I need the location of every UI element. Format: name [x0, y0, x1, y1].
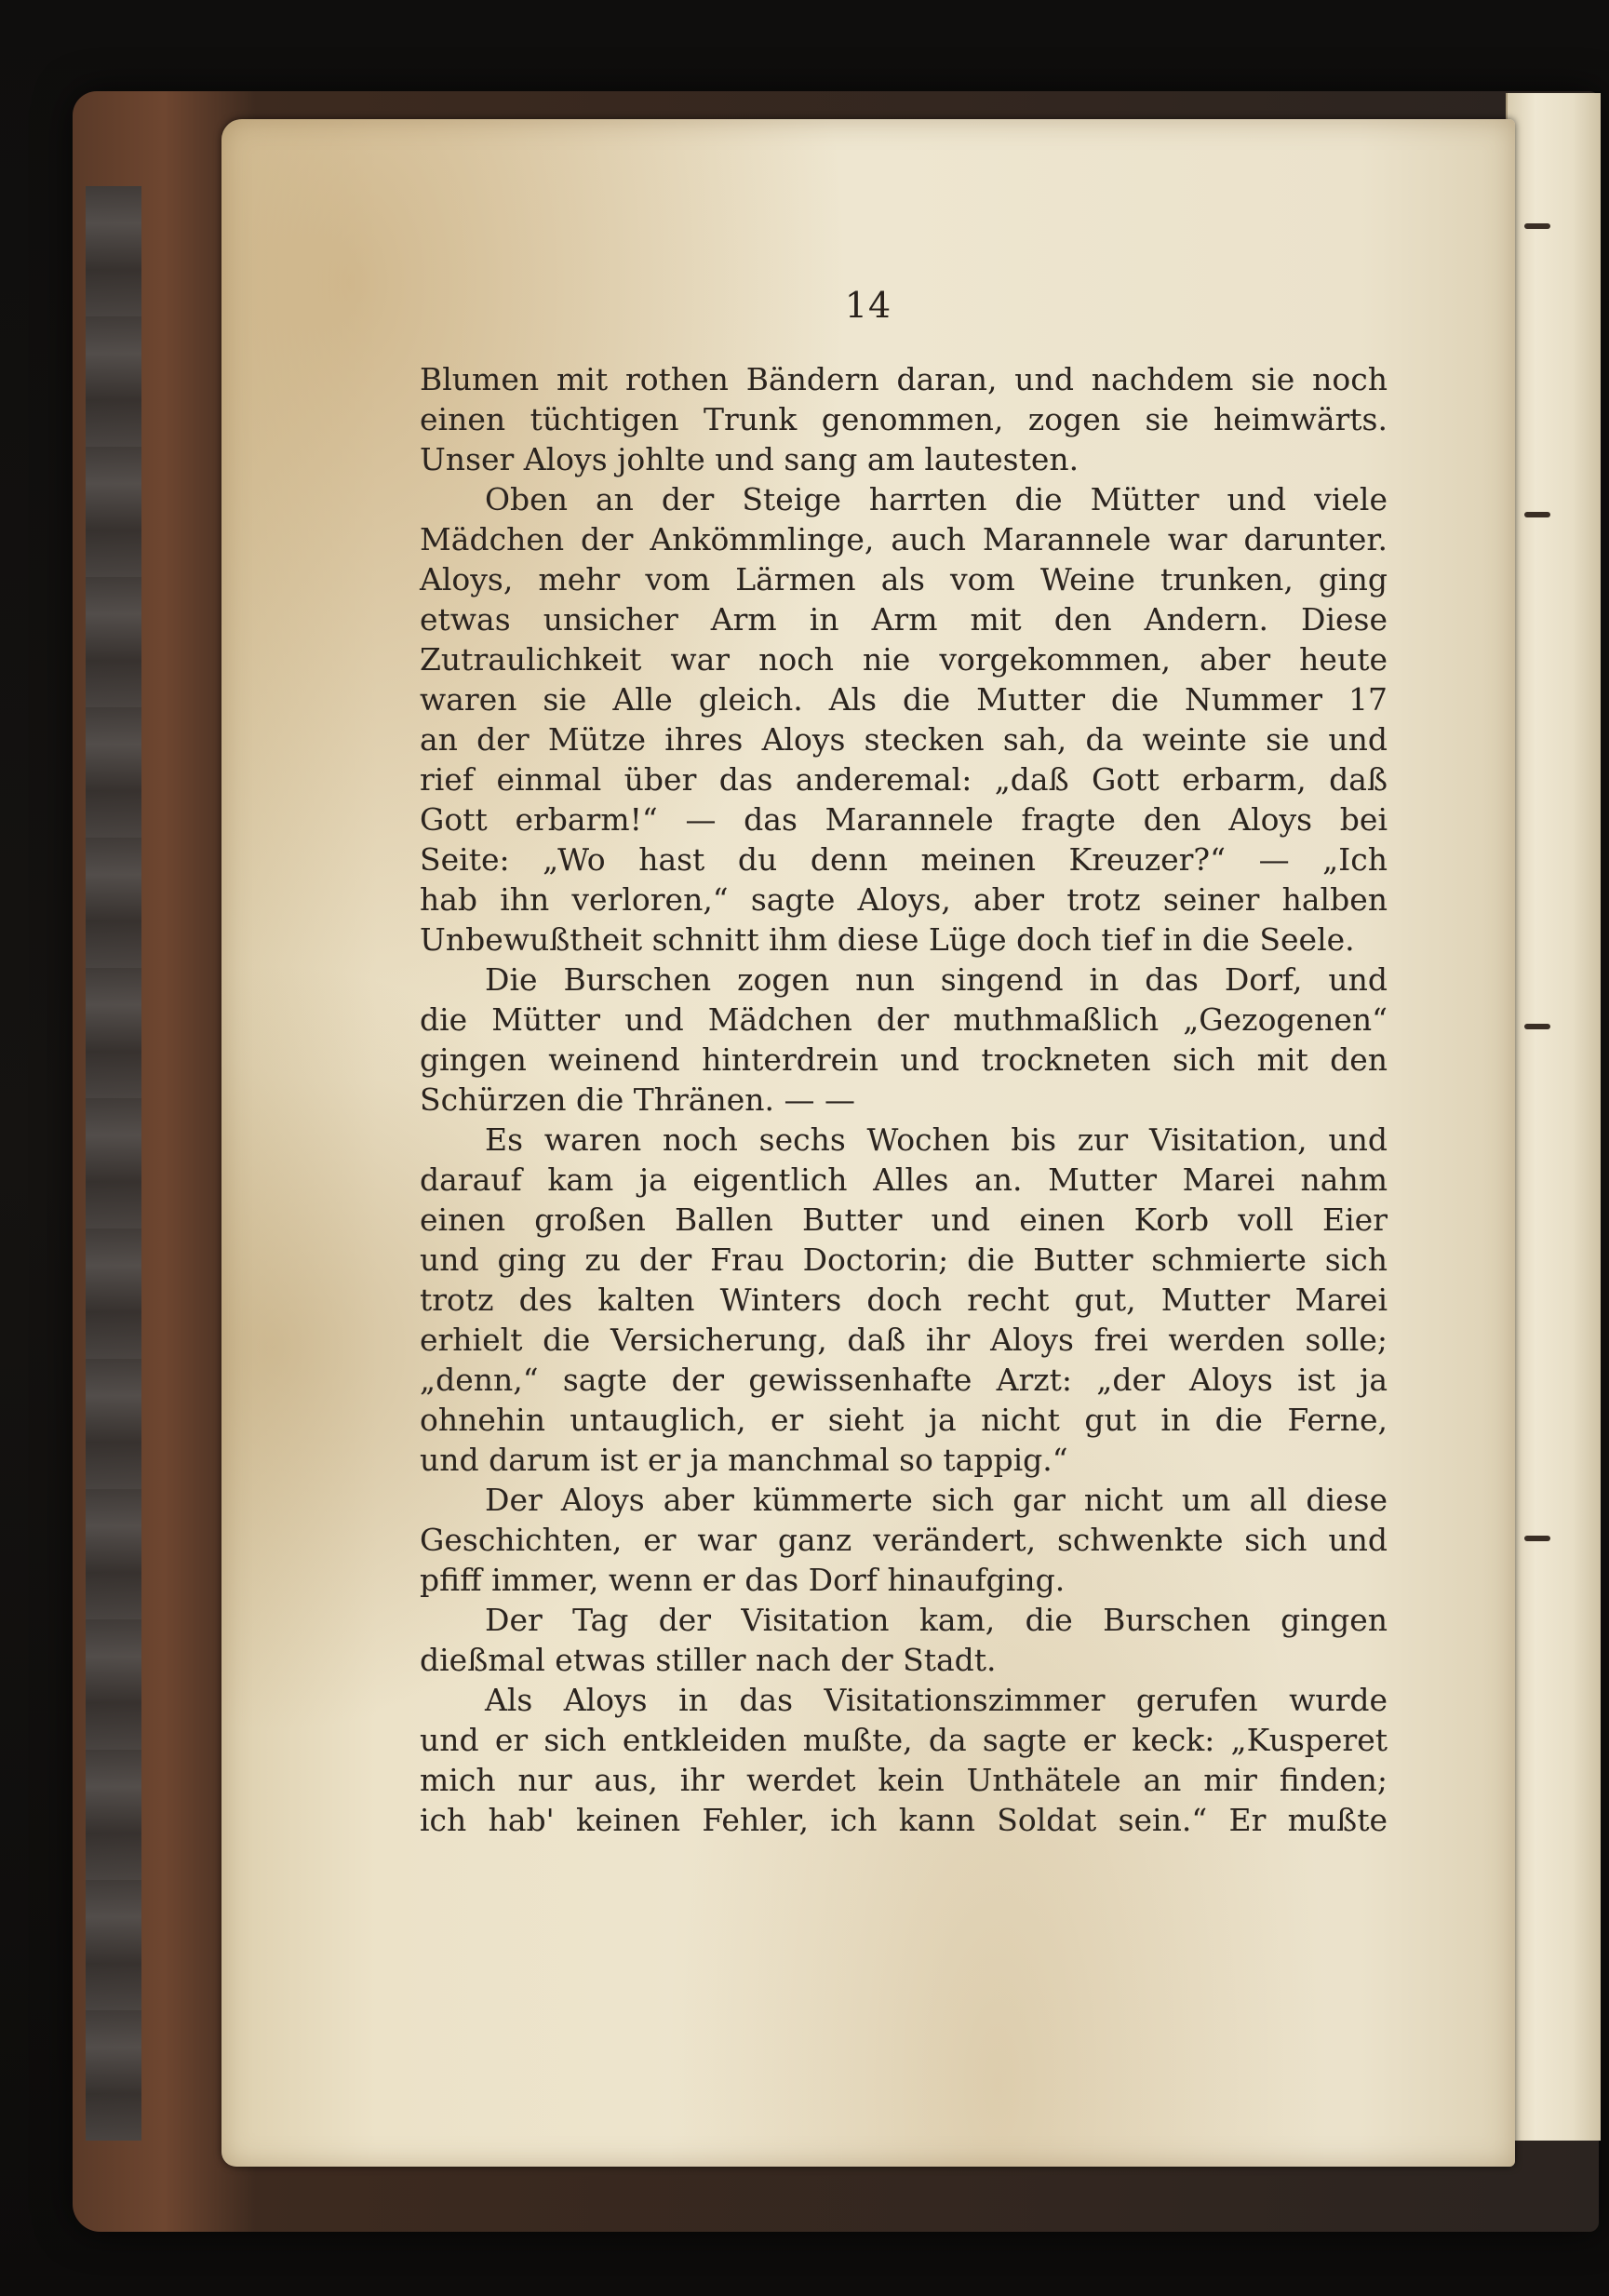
- text-line: pfiff immer, wenn er das Dorf hinaufging.: [420, 1562, 1066, 1598]
- text-line: die Mütter und Mädchen der muthmaßlich „Gezogenen“: [420, 1001, 1388, 1038]
- text-line: hab ihn verloren,“ sagte Aloys, aber trotz seiner halben: [420, 881, 1388, 918]
- text-line: etwas unsicher Arm in Arm mit den Andern. Diese: [420, 601, 1388, 638]
- text-line: mich nur aus, ihr werdet kein Unthätele an mir finden;: [420, 1762, 1388, 1798]
- text-line: ich hab' keinen Fehler, ich kann Soldat sein.“ Er mußte: [420, 1802, 1388, 1838]
- text-line: Geschichten, er war ganz verändert, schwenkte sich und: [420, 1522, 1388, 1558]
- text-line: Die Burschen zogen nun singend in das Dorf, und: [485, 961, 1388, 998]
- text-line: Der Tag der Visitation kam, die Burschen gingen: [485, 1602, 1388, 1638]
- text-line: ohnehin untauglich, er sieht ja nicht gut in die Ferne,: [420, 1402, 1388, 1438]
- text-line: Als Aloys in das Visitationszimmer gerufen wurde: [485, 1682, 1388, 1718]
- text-line: gingen weinend hinterdrein und trockneten sich mit den: [420, 1041, 1388, 1078]
- text-line: Gott erbarm!“ — das Marannele fragte den Aloys bei: [420, 801, 1388, 838]
- text-line: an der Mütze ihres Aloys stecken sah, da weinte sie und: [420, 721, 1388, 758]
- text-line: und er sich entkleiden mußte, da sagte er keck: „Kusperet: [420, 1722, 1388, 1758]
- text-line: rief einmal über das anderemal: „daß Gott erbarm, daß: [420, 761, 1388, 798]
- text-line: einen tüchtigen Trunk genommen, zogen sie heimwärts.: [420, 401, 1388, 437]
- text-line: und ging zu der Frau Doctorin; die Butter schmierte sich: [420, 1242, 1388, 1278]
- binding-thread-mark: [1524, 1024, 1550, 1029]
- book-page: [221, 119, 1515, 2167]
- text-line: Oben an der Steige harrten die Mütter und viele: [485, 481, 1388, 517]
- text-line: erhielt die Versicherung, daß ihr Aloys frei werden solle;: [420, 1322, 1388, 1358]
- binding-thread-mark: [1524, 223, 1550, 229]
- text-line: Blumen mit rothen Bändern daran, und nachdem sie noch: [420, 361, 1388, 397]
- text-line: darauf kam ja eigentlich Alles an. Mutter Marei nahm: [420, 1161, 1388, 1198]
- binding-thread-mark: [1524, 1536, 1550, 1541]
- text-line: Unser Aloys johlte und sang am lautesten.: [420, 441, 1079, 477]
- text-line: Es waren noch sechs Wochen bis zur Visitation, und: [485, 1121, 1388, 1158]
- text-line: und darum ist er ja manchmal so tappig.“: [420, 1442, 1068, 1478]
- adjacent-page-edge: [1506, 93, 1601, 2141]
- text-line: trotz des kalten Winters doch recht gut, Mutter Marei: [420, 1282, 1388, 1318]
- text-line: Zutraulichkeit war noch nie vorgekommen, aber heute: [420, 641, 1388, 678]
- text-line: Aloys, mehr vom Lärmen als vom Weine trunken, ging: [420, 561, 1388, 597]
- text-line: Unbewußtheit schnitt ihm diese Lüge doch tief in die Seele.: [420, 921, 1355, 958]
- text-line: einen großen Ballen Butter und einen Korb voll Eier: [420, 1202, 1388, 1238]
- text-line: Der Aloys aber kümmerte sich gar nicht um all diese: [485, 1482, 1388, 1518]
- book-spine-edge: [86, 186, 141, 2141]
- page-text: [420, 359, 1388, 1840]
- page-number: 14: [844, 285, 892, 326]
- text-line: Seite: „Wo hast du denn meinen Kreuzer?“ — „Ich: [420, 841, 1388, 878]
- text-line: Schürzen die Thränen. — —: [420, 1081, 855, 1118]
- text-line: waren sie Alle gleich. Als die Mutter die Nummer 17: [420, 681, 1388, 718]
- text-line: „denn,“ sagte der gewissenhafte Arzt: „der Aloys ist ja: [420, 1362, 1388, 1398]
- binding-thread-mark: [1524, 512, 1550, 517]
- text-line: dießmal etwas stiller nach der Stadt.: [420, 1642, 997, 1678]
- text-line: Mädchen der Ankömmlinge, auch Marannele war darunter.: [420, 521, 1388, 557]
